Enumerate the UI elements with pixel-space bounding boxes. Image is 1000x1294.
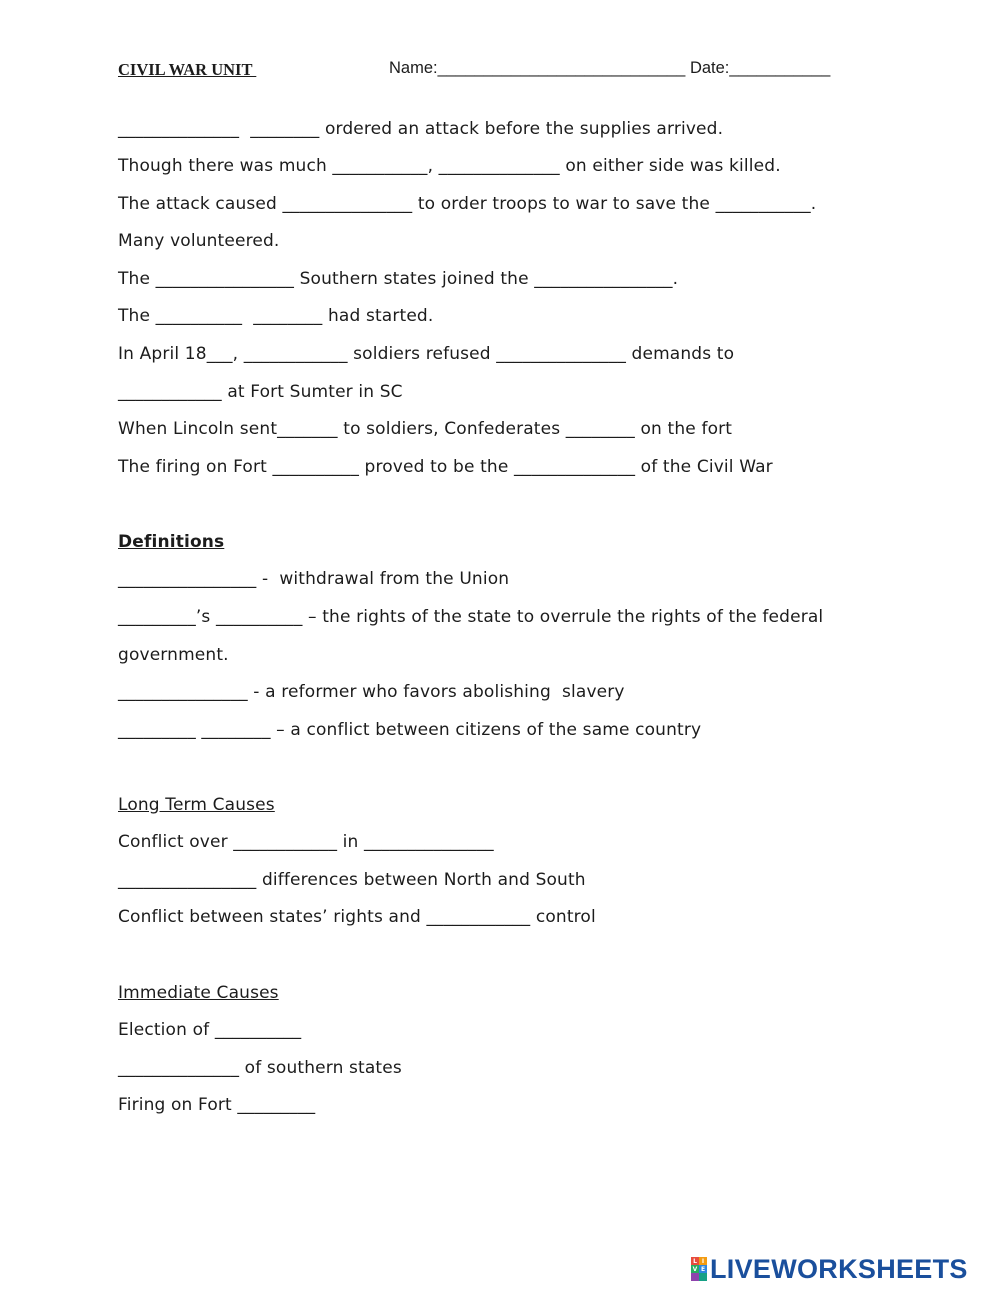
logo-mark-tile: E [700,1265,706,1273]
fill-blank-line: The ________________ Southern states joined the ________________. [118,269,679,289]
definition-line: _______________ - a reformer who favors abolishing slavery [118,682,625,702]
logo-mark-tile: L [691,1257,699,1265]
definition-line: _________’s __________ – the rights of the state to overrule the rights of the federal [118,607,824,627]
definition-line: government. [118,645,229,665]
liveworksheets-logo[interactable] [691,1255,968,1283]
definition-line: _________ ________ – a conflict between citizens of the same country [118,720,702,740]
liveworksheets-logo-icon [691,1257,707,1281]
fill-blank-line: ____________ at Fort Sumter in SC [118,382,403,402]
fill-blank-line: The attack caused _______________ to order troops to war to save the ___________. [118,194,817,214]
fill-blank-line: The __________ ________ had started. [118,306,434,326]
cause-line: Conflict over ____________ in _______________ [118,832,494,852]
definitions-heading: Definitions [118,532,225,552]
fill-blank-line: In April 18___, ____________ soldiers refused _______________ demands to [118,344,735,364]
text-line: Many volunteered. [118,231,280,251]
logo-mark-tile [699,1273,707,1281]
name-date-fields: Name:___________________________ Date:___________ [389,59,831,77]
cause-line: Election of __________ [118,1020,302,1040]
cause-line: ______________ of southern states [118,1058,402,1078]
worksheet-title: CIVIL WAR UNIT [118,60,257,79]
liveworksheets-logo-text: LIVEWORKSHEETS [710,1253,968,1284]
fill-blank-line: When Lincoln sent_______ to soldiers, Confederates ________ on the fort [118,419,733,439]
logo-mark-tile: I [699,1257,707,1265]
fill-blank-line: The firing on Fort __________ proved to be the ______________ of the Civil War [118,457,773,477]
long-term-causes-heading: Long Term Causes [118,795,275,815]
logo-mark-tile: V [692,1265,698,1273]
definition-line: ________________ - withdrawal from the Union [118,569,510,589]
cause-line: ________________ differences between North and South [118,870,586,890]
fill-blank-line: Though there was much ___________, ______________ on either side was killed. [118,156,781,176]
logo-mark-tile [691,1273,699,1281]
immediate-causes-heading: Immediate Causes [118,983,279,1003]
cause-line: Conflict between states’ rights and ____________ control [118,907,596,927]
fill-blank-line: ______________ ________ ordered an attack before the supplies arrived. [118,119,724,139]
cause-line: Firing on Fort _________ [118,1095,316,1115]
